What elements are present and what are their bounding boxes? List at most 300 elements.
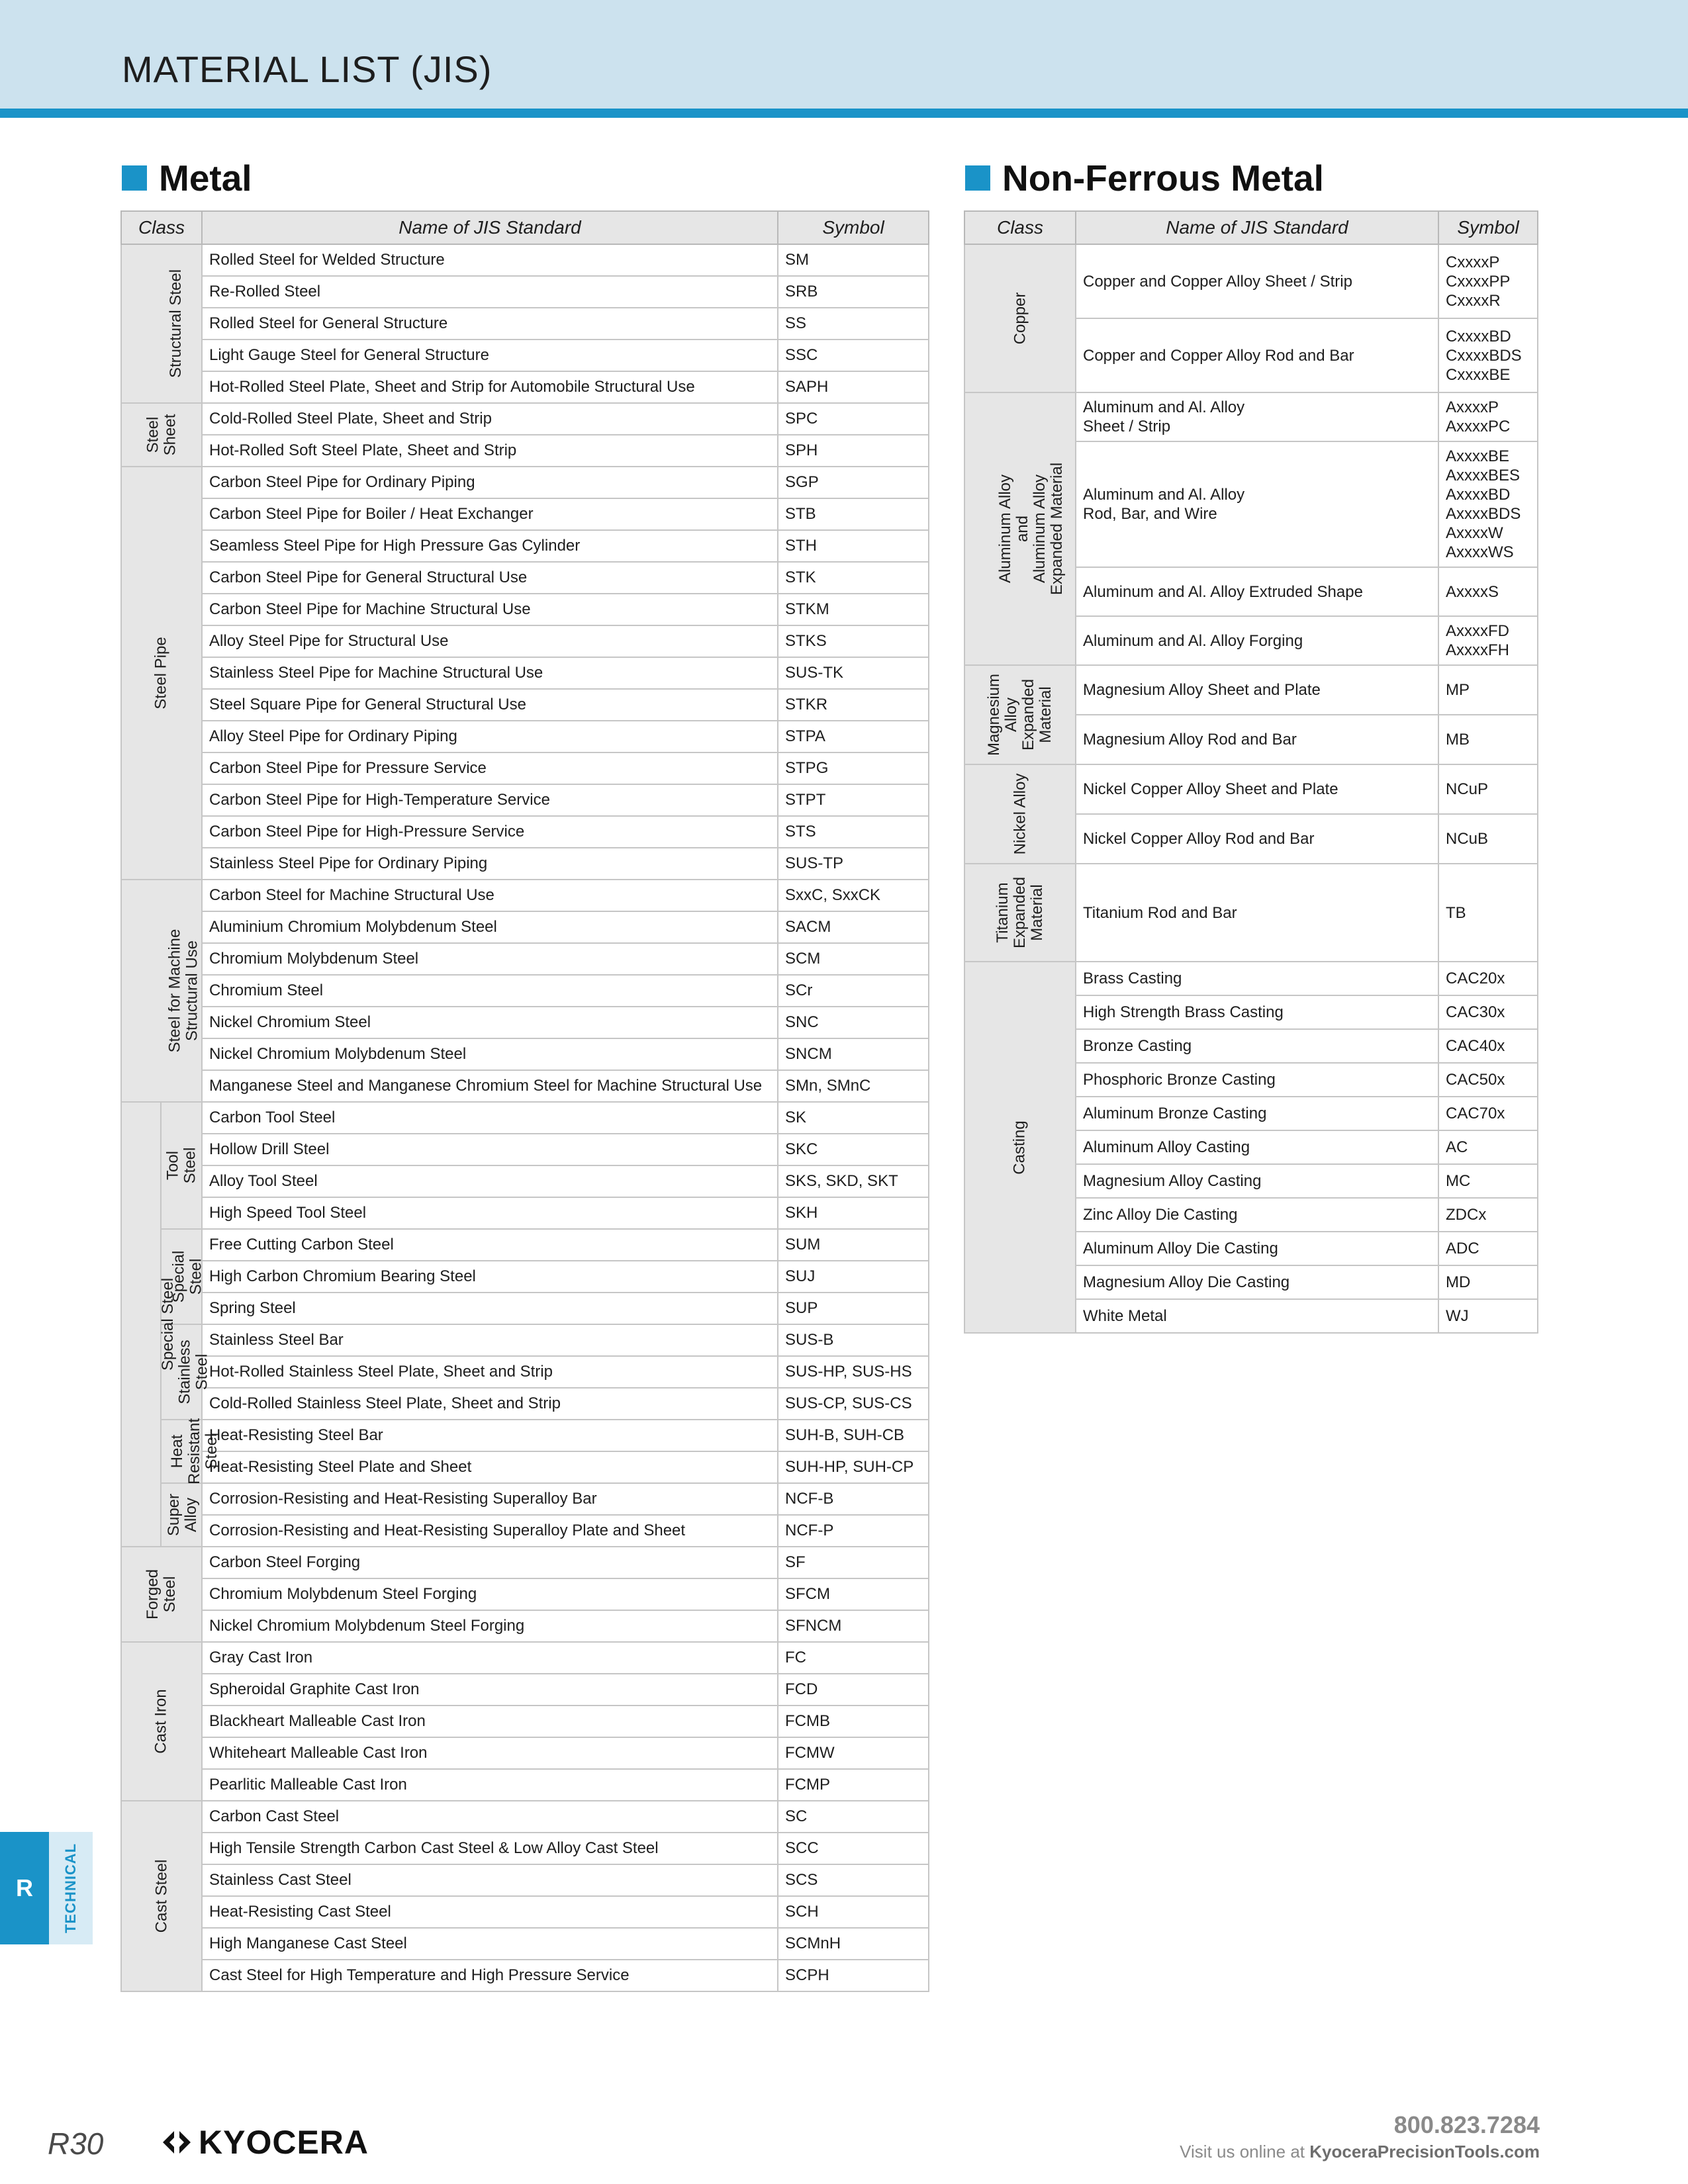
class-label [994, 876, 1046, 948]
standard-name: Spheroidal Graphite Cast Iron [202, 1674, 778, 1706]
symbol: SUP [778, 1293, 929, 1324]
nonferrous-heading-text: Non-Ferrous Metal [1002, 158, 1324, 199]
class-label-line: Alloy [182, 1497, 201, 1532]
name-line: Titanium Rod and Bar [1083, 903, 1237, 922]
class-label [144, 414, 179, 455]
class-label-line: Heat [168, 1434, 187, 1468]
standard-name: Hot-Rolled Soft Steel Plate, Sheet and Strip [202, 435, 778, 467]
symbol-line: AxxxxBD [1446, 486, 1511, 504]
table-row [121, 1864, 929, 1896]
class-label-line: Sheet [161, 414, 179, 455]
class-header: Class [964, 211, 1076, 244]
class-label-line: Structural Use [183, 940, 201, 1041]
symbol: SCS [778, 1864, 929, 1896]
standard-name [1076, 567, 1438, 616]
symbol: SUH-HP, SUH-CP [778, 1451, 929, 1483]
symbol-line: TB [1446, 903, 1466, 922]
symbol: SNC [778, 1007, 929, 1038]
symbol-line: MB [1446, 731, 1470, 749]
name-line: Sheet / Strip [1083, 418, 1171, 435]
table-row [121, 1197, 929, 1229]
table-row [121, 1134, 929, 1165]
standard-name: Carbon Steel Pipe for Ordinary Piping [202, 467, 778, 498]
name-line: Aluminum and Al. Alloy Extruded Shape [1083, 582, 1363, 601]
symbol [1438, 1232, 1538, 1265]
table-row [121, 530, 929, 562]
standard-name: Seamless Steel Pipe for High Pressure Gas Cylinder [202, 530, 778, 562]
table-row [964, 764, 1538, 814]
class-cell-aluminum [964, 392, 1076, 665]
class-label-line: Steel [193, 1353, 211, 1390]
symbol-line: AxxxxFD [1446, 622, 1509, 640]
table-row [121, 1356, 929, 1388]
class-label-line: Tool [164, 1150, 182, 1180]
standard-name [1076, 814, 1438, 864]
symbol: SPC [778, 403, 929, 435]
table-row [121, 1801, 929, 1833]
kyocera-mark-icon [162, 2127, 192, 2158]
metal-heading-text: Metal [159, 158, 252, 199]
table-row [121, 308, 929, 340]
table-row [964, 864, 1538, 962]
website-line [1180, 2142, 1540, 2162]
standard-name: Steel Square Pipe for General Structural Use [202, 689, 778, 721]
class-label [170, 1250, 205, 1302]
symbol: SPH [778, 435, 929, 467]
standard-name: Alloy Steel Pipe for Ordinary Piping [202, 721, 778, 752]
table-row [121, 1960, 929, 1991]
nonferrous-table-header [964, 211, 1538, 244]
symbol-line: CxxxxBD [1446, 327, 1511, 345]
class-label-line: and [1013, 515, 1032, 542]
standard-name: Pearlitic Malleable Cast Iron [202, 1769, 778, 1801]
name-line: Phosphoric Bronze Casting [1083, 1071, 1276, 1089]
table-row [121, 1388, 929, 1420]
class-label-line: Magnesium [985, 673, 1003, 756]
symbol-line: CAC30x [1446, 1003, 1505, 1021]
table-row [121, 1038, 929, 1070]
symbol [1438, 1299, 1538, 1333]
symbol-line: CAC20x [1446, 970, 1505, 987]
standard-name [1076, 1097, 1438, 1130]
table-row [121, 1007, 929, 1038]
standard-name [1076, 392, 1438, 441]
class-cell-titanium [964, 864, 1076, 962]
symbol [1438, 665, 1538, 715]
class-label-line: Aluminum Alloy [996, 474, 1015, 583]
class-label-line: Special [169, 1250, 188, 1302]
symbol: SSC [778, 340, 929, 371]
name-line: Aluminum and Al. Alloy [1083, 486, 1245, 504]
class-label-line: Stainless [175, 1339, 194, 1404]
symbol: STPT [778, 784, 929, 816]
standard-name: High Manganese Cast Steel [202, 1928, 778, 1960]
class-label-line: Titanium [994, 882, 1011, 943]
standard-name [1076, 318, 1438, 392]
table-row [121, 816, 929, 848]
table-row [121, 340, 929, 371]
symbol [1438, 1130, 1538, 1164]
symbol: SUS-TP [778, 848, 929, 880]
table-row [121, 943, 929, 975]
symbol: SK [778, 1102, 929, 1134]
symbol [1438, 814, 1538, 864]
name-line: Rod, Bar, and Wire [1083, 505, 1217, 523]
class-label-line: Steel [187, 1258, 205, 1295]
class-label-line: Steel Pipe [152, 637, 170, 709]
symbol-line: CxxxxPP [1446, 272, 1511, 291]
class-header: Class [121, 211, 202, 244]
name-line: Magnesium Alloy Sheet and Plate [1083, 681, 1321, 699]
symbol: SUS-HP, SUS-HS [778, 1356, 929, 1388]
symbol [1438, 864, 1538, 962]
standard-name [1076, 1063, 1438, 1097]
class-label [169, 1418, 220, 1484]
table-row [121, 1674, 929, 1706]
table-row [121, 1070, 929, 1102]
name-line: Aluminum Alloy Die Casting [1083, 1240, 1278, 1257]
class-label [1011, 293, 1029, 345]
standard-name [1076, 715, 1438, 764]
symbol: SCM [778, 943, 929, 975]
standard-name: Carbon Steel Pipe for Machine Structural Use [202, 594, 778, 625]
symbol-line: WJ [1446, 1307, 1469, 1325]
table-row [121, 1324, 929, 1356]
symbol: FCMW [778, 1737, 929, 1769]
table-row [121, 1737, 929, 1769]
symbol-line: AxxxxBE [1446, 447, 1510, 465]
symbol-line: NCuB [1446, 830, 1489, 848]
name-line: Magnesium Alloy Casting [1083, 1172, 1262, 1190]
standard-name [1076, 1164, 1438, 1198]
standard-name: Corrosion-Resisting and Heat-Resisting Superalloy Bar [202, 1483, 778, 1515]
class-label-line: Cast Steel [152, 1859, 170, 1933]
symbol [1438, 764, 1538, 814]
name-line: Zinc Alloy Die Casting [1083, 1206, 1238, 1224]
name-line: Nickel Copper Alloy Rod and Bar [1083, 830, 1315, 848]
class-cell-cast-iron [121, 1642, 202, 1801]
class-label-line: Material [1037, 686, 1055, 743]
standard-name: Whiteheart Malleable Cast Iron [202, 1737, 778, 1769]
symbol [1438, 1097, 1538, 1130]
table-row [121, 1706, 929, 1737]
standard-name: Heat-Resisting Steel Bar [202, 1420, 778, 1451]
class-label-line: Expanded Material [1048, 462, 1066, 595]
symbol-line: AxxxxBDS [1446, 505, 1521, 523]
symbol: SUS-TK [778, 657, 929, 689]
name-line: Copper and Copper Alloy Rod and Bar [1083, 346, 1354, 365]
symbol: STPA [778, 721, 929, 752]
symbol-line: MD [1446, 1273, 1471, 1291]
name-line: Copper and Copper Alloy Sheet / Strip [1083, 272, 1352, 291]
standard-name: Gray Cast Iron [202, 1642, 778, 1674]
symbol [1438, 1164, 1538, 1198]
symbol: SUH-B, SUH-CB [778, 1420, 929, 1451]
symbol [1438, 715, 1538, 764]
symbol-line: ZDCx [1446, 1206, 1487, 1224]
table-row [121, 1928, 929, 1960]
class-cell-steel-pipe [121, 467, 202, 880]
standard-name: Chromium Steel [202, 975, 778, 1007]
table-row [121, 1610, 929, 1642]
class-label-line: Copper [1011, 292, 1029, 345]
class-label-line: Material [1028, 884, 1046, 941]
name-header: Name of JIS Standard [202, 211, 778, 244]
subclass-cell-heat-resistant [161, 1418, 221, 1484]
symbol: STB [778, 498, 929, 530]
symbol: SCPH [778, 1960, 929, 1991]
class-label-line: Structural Steel [167, 269, 185, 379]
symbol-line: AC [1446, 1138, 1468, 1156]
standard-name: Carbon Steel Pipe for Boiler / Heat Exchanger [202, 498, 778, 530]
section-tab-letter: R [0, 1832, 49, 1944]
class-label-line: Expanded [1019, 678, 1037, 751]
standard-name: Stainless Steel Bar [202, 1324, 778, 1356]
table-row [121, 1261, 929, 1293]
class-cell-cast-steel [121, 1801, 202, 1991]
symbol: SNCM [778, 1038, 929, 1070]
symbol [1438, 318, 1538, 392]
standard-name: Heat-Resisting Cast Steel [202, 1896, 778, 1928]
standard-name: Re-Rolled Steel [202, 276, 778, 308]
standard-name: Heat-Resisting Steel Plate and Sheet [202, 1451, 778, 1483]
standard-name: Rolled Steel for Welded Structure [202, 244, 778, 276]
standard-name: Stainless Cast Steel [202, 1864, 778, 1896]
standard-name: Carbon Steel Pipe for Pressure Service [202, 752, 778, 784]
table-row [964, 962, 1538, 995]
metal-table-header [121, 211, 929, 244]
symbol: FC [778, 1642, 929, 1674]
class-label [165, 1493, 200, 1535]
table-row [121, 1896, 929, 1928]
standard-name [1076, 616, 1438, 665]
class-label [153, 637, 170, 709]
visit-prefix: Visit us online at [1180, 2142, 1310, 2161]
standard-name: Blackheart Malleable Cast Iron [202, 1706, 778, 1737]
symbol: SUM [778, 1229, 929, 1261]
table-row [121, 880, 929, 911]
symbol: STKR [778, 689, 929, 721]
symbol [1438, 244, 1538, 318]
standard-name [1076, 1029, 1438, 1063]
standard-name: High Speed Tool Steel [202, 1197, 778, 1229]
standard-name: Carbon Steel Pipe for High-Pressure Service [202, 816, 778, 848]
class-label [153, 1860, 170, 1933]
symbol: SKH [778, 1197, 929, 1229]
standard-name: Spring Steel [202, 1293, 778, 1324]
standard-name: Nickel Chromium Molybdenum Steel Forging [202, 1610, 778, 1642]
standard-name: Hollow Drill Steel [202, 1134, 778, 1165]
table-row [121, 975, 929, 1007]
name-line: Aluminum Alloy Casting [1083, 1138, 1250, 1156]
standard-name [1076, 1299, 1438, 1333]
symbol-line: ADC [1446, 1240, 1479, 1257]
table-row [121, 276, 929, 308]
symbol-line: CAC50x [1446, 1071, 1505, 1089]
class-label-line: Steel [181, 1147, 199, 1183]
class-label [164, 1147, 199, 1183]
symbol: SxxC, SxxCK [778, 880, 929, 911]
symbol [1438, 1198, 1538, 1232]
class-label-line: Nickel Alloy [1011, 773, 1029, 855]
symbol-line: AxxxxW [1446, 524, 1503, 542]
table-row [121, 625, 929, 657]
standard-name: High Carbon Chromium Bearing Steel [202, 1261, 778, 1293]
table-row [121, 657, 929, 689]
header-rule [0, 109, 1688, 118]
class-label [1011, 774, 1029, 855]
standard-name: Carbon Steel Forging [202, 1547, 778, 1578]
symbol-header: Symbol [1438, 211, 1538, 244]
nonferrous-heading [965, 155, 1324, 201]
table-row [964, 392, 1538, 441]
table-row [121, 848, 929, 880]
standard-name [1076, 1198, 1438, 1232]
class-label-line: Aluminum Alloy [1031, 474, 1049, 583]
standard-name: Carbon Cast Steel [202, 1801, 778, 1833]
symbol: SCH [778, 1896, 929, 1928]
standard-name: Aluminium Chromium Molybdenum Steel [202, 911, 778, 943]
standard-name: Light Gauge Steel for General Structure [202, 340, 778, 371]
symbol: SUJ [778, 1261, 929, 1293]
symbol: NCF-P [778, 1515, 929, 1547]
table-row [121, 1165, 929, 1197]
symbol: FCD [778, 1674, 929, 1706]
symbol: SAPH [778, 371, 929, 403]
table-row [121, 1229, 929, 1261]
square-bullet-icon [965, 165, 990, 191]
metal-heading [122, 155, 252, 201]
table-row [121, 594, 929, 625]
symbol-line: MP [1446, 681, 1470, 699]
symbol: SCC [778, 1833, 929, 1864]
class-label-line: Steel [144, 416, 162, 453]
name-line: Nickel Copper Alloy Sheet and Plate [1083, 780, 1338, 798]
standard-name [1076, 962, 1438, 995]
standard-name: Nickel Chromium Molybdenum Steel [202, 1038, 778, 1070]
class-label-line: Super [165, 1493, 183, 1536]
standard-name: Hot-Rolled Stainless Steel Plate, Sheet and Strip [202, 1356, 778, 1388]
class-cell-copper [964, 244, 1076, 392]
symbol [1438, 441, 1538, 567]
symbol: SACM [778, 911, 929, 943]
table-row [121, 1578, 929, 1610]
subclass-cell-tool-steel [161, 1102, 202, 1229]
symbol [1438, 1063, 1538, 1097]
standard-name: Manganese Steel and Manganese Chromium Steel for Machine Structural Use [202, 1070, 778, 1102]
standard-name: Corrosion-Resisting and Heat-Resisting Superalloy Plate and Sheet [202, 1515, 778, 1547]
symbol: SGP [778, 467, 929, 498]
symbol: SKC [778, 1134, 929, 1165]
symbol: SKS, SKD, SKT [778, 1165, 929, 1197]
standard-name: Hot-Rolled Steel Plate, Sheet and Strip for Automobile Structural Use [202, 371, 778, 403]
standard-name [1076, 1130, 1438, 1164]
table-row [121, 244, 929, 276]
section-tab-label: TECHNICAL [62, 1843, 79, 1934]
symbol: SUS-CP, SUS-CS [778, 1388, 929, 1420]
symbol: SM [778, 244, 929, 276]
symbol [1438, 962, 1538, 995]
symbol [1438, 1029, 1538, 1063]
standard-name: Cast Steel for High Temperature and High Pressure Service [202, 1960, 778, 1991]
page-title: MATERIAL LIST (JIS) [122, 48, 492, 90]
symbol: SCMnH [778, 1928, 929, 1960]
class-label-line: Expanded [1011, 876, 1029, 948]
class-label-line: Special Steel [159, 1277, 177, 1371]
symbol [1438, 1265, 1538, 1299]
class-label [177, 1340, 211, 1404]
brand-logo [162, 2123, 369, 2161]
standard-name: Alloy Tool Steel [202, 1165, 778, 1197]
standard-name [1076, 441, 1438, 567]
class-label [986, 673, 1055, 755]
page-number: R30 [48, 2126, 104, 2161]
table-row [121, 784, 929, 816]
standard-name [1076, 764, 1438, 814]
symbol: STK [778, 562, 929, 594]
name-line: Aluminum and Al. Alloy Forging [1083, 631, 1303, 650]
table-row [121, 689, 929, 721]
class-label [997, 462, 1066, 594]
standard-name [1076, 1265, 1438, 1299]
table-row [121, 1451, 929, 1483]
symbol-line: AxxxxS [1446, 582, 1499, 601]
class-label-line: Steel [203, 1433, 221, 1469]
symbol: STS [778, 816, 929, 848]
standard-name: Chromium Molybdenum Steel [202, 943, 778, 975]
brand-wordmark: KYOCERA [199, 2124, 369, 2161]
class-label [166, 929, 201, 1052]
symbol [1438, 392, 1538, 441]
class-cell-steel-sheet [121, 403, 202, 467]
class-label [144, 1569, 179, 1619]
standard-name: Stainless Steel Pipe for Machine Structural Use [202, 657, 778, 689]
standard-name [1076, 864, 1438, 962]
symbol-line: AxxxxP [1446, 398, 1499, 416]
class-label-line: Cast Iron [152, 1689, 170, 1754]
standard-name: Free Cutting Carbon Steel [202, 1229, 778, 1261]
class-label-line: Alloy [1002, 697, 1020, 732]
standard-name: Cold-Rolled Stainless Steel Plate, Sheet and Strip [202, 1388, 778, 1420]
name-line: High Strength Brass Casting [1083, 1003, 1284, 1021]
table-row [121, 1420, 929, 1451]
class-cell-magnesium [964, 665, 1076, 764]
class-cell-structural-steel [121, 244, 202, 403]
symbol: SFNCM [778, 1610, 929, 1642]
class-label-line: Resistant [185, 1418, 204, 1484]
table-row [121, 371, 929, 403]
symbol [1438, 995, 1538, 1029]
class-label-line: Steel for Machine [165, 929, 184, 1052]
name-line: Aluminum and Al. Alloy [1083, 398, 1245, 416]
table-row [121, 721, 929, 752]
symbol: SMn, SMnC [778, 1070, 929, 1102]
symbol: FCMB [778, 1706, 929, 1737]
table-row [121, 562, 929, 594]
table-row [121, 1547, 929, 1578]
standard-name [1076, 995, 1438, 1029]
website-link[interactable]: KyoceraPrecisionTools.com [1309, 2142, 1540, 2161]
class-cell-forged-steel [121, 1547, 202, 1642]
standard-name: Stainless Steel Pipe for Ordinary Piping [202, 848, 778, 880]
symbol-line: CAC40x [1446, 1037, 1505, 1055]
table-row [121, 1769, 929, 1801]
class-label-line: Steel [161, 1576, 179, 1612]
name-header: Name of JIS Standard [1076, 211, 1438, 244]
standard-name: Carbon Steel Pipe for General Structural Use [202, 562, 778, 594]
symbol-line: AxxxxFH [1446, 641, 1509, 659]
nonferrous-table [964, 210, 1538, 1334]
